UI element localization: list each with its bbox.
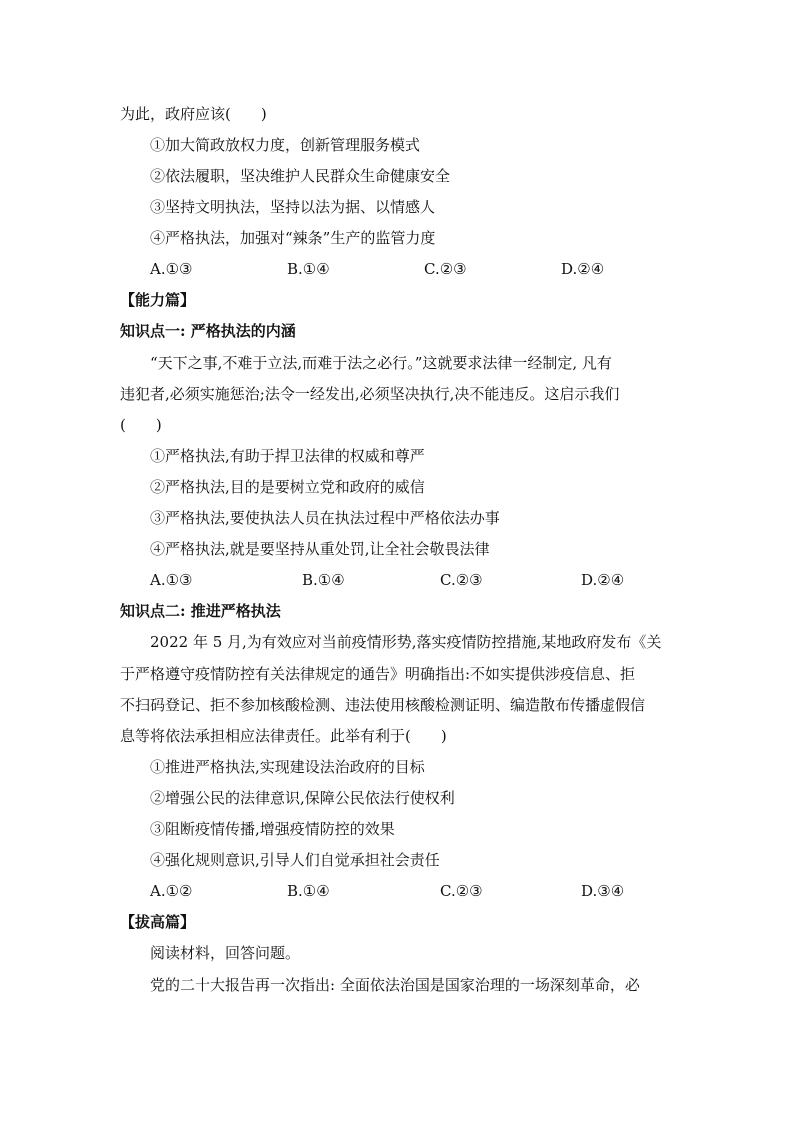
question-stem-line: 于严格遵守疫情防控有关法律规定的通告》明确指出:不如实提供涉疫信息、拒 <box>120 665 636 683</box>
section-heading-advanced: 【拔高篇】 <box>120 913 196 931</box>
choice-item: ④强化规则意识,引导人们自觉承担社会责任 <box>150 851 440 869</box>
answer-option-c: C.②③ <box>424 260 467 278</box>
answer-option-b: B.①④ <box>287 882 330 900</box>
instruction-text: 阅读材料，回答问题。 <box>150 944 301 962</box>
answer-option-c: C.②③ <box>440 571 483 589</box>
choice-item: ②严格执法,目的是要树立党和政府的威信 <box>150 478 425 496</box>
section-heading-ability: 【能力篇】 <box>120 291 196 309</box>
answer-option-b: B.①④ <box>287 260 330 278</box>
choice-item: ①加大简政放权力度，创新管理服务模式 <box>150 136 421 154</box>
answer-option-c: C.②③ <box>440 882 483 900</box>
choice-item: ①推进严格执法,实现建设法治政府的目标 <box>150 758 425 776</box>
choice-item: ③严格执法,要使执法人员在执法过程中严格依法办事 <box>150 509 500 527</box>
answer-option-a: A.①③ <box>150 260 193 278</box>
question-stem-line: “天下之事,不难于立法,而难于法之必行。”这就要求法律一经制定, 凡有 <box>150 354 612 372</box>
question-stem-line: 违犯者,必须实施惩治;法令一经发出,必须坚决执行,决不能违反。这启示我们 <box>120 385 620 403</box>
material-text: 党的二十大报告再一次指出: 全面依法治国是国家治理的一场深刻革命，必 <box>150 976 640 994</box>
choice-item: ④严格执法,就是要坚持从重处罚,让全社会敬畏法律 <box>150 540 490 558</box>
answer-option-a: A.①② <box>150 882 193 900</box>
knowledge-point-title: 知识点二: 推进严格执法 <box>120 602 281 620</box>
answer-option-d: D.②④ <box>581 571 625 589</box>
choice-item: ③坚持文明执法，坚持以法为据、以情感人 <box>150 198 436 216</box>
answer-option-b: B.①④ <box>302 571 345 589</box>
question-stem-line: ( ) <box>120 416 162 434</box>
answer-option-a: A.①③ <box>150 571 193 589</box>
choice-item: ②增强公民的法律意识,保障公民依法行使权利 <box>150 789 455 807</box>
choice-item: ③阻断疫情传播,增强疫情防控的效果 <box>150 820 395 838</box>
choice-item: ④严格执法，加强对“辣条”生产的监管力度 <box>150 229 436 247</box>
answer-option-d: D.③④ <box>581 882 625 900</box>
question-stem-line: 息等将依法承担相应法律责任。此举有利于( ) <box>120 727 447 745</box>
question-stem: 为此，政府应该( ) <box>120 105 267 123</box>
question-stem-line: 2022 年 5 月,为有效应对当前疫情形势,落实疫情防控措施,某地政府发布《关 <box>150 633 662 651</box>
choice-item: ①严格执法,有助于捍卫法律的权威和尊严 <box>150 447 425 465</box>
choice-item: ②依法履职，坚决维护人民群众生命健康安全 <box>150 167 451 185</box>
knowledge-point-title: 知识点一: 严格执法的内涵 <box>120 322 296 340</box>
question-stem-line: 不扫码登记、拒不参加核酸检测、违法使用核酸检测证明、编造散布传播虚假信 <box>120 696 646 714</box>
answer-option-d: D.②④ <box>561 260 605 278</box>
